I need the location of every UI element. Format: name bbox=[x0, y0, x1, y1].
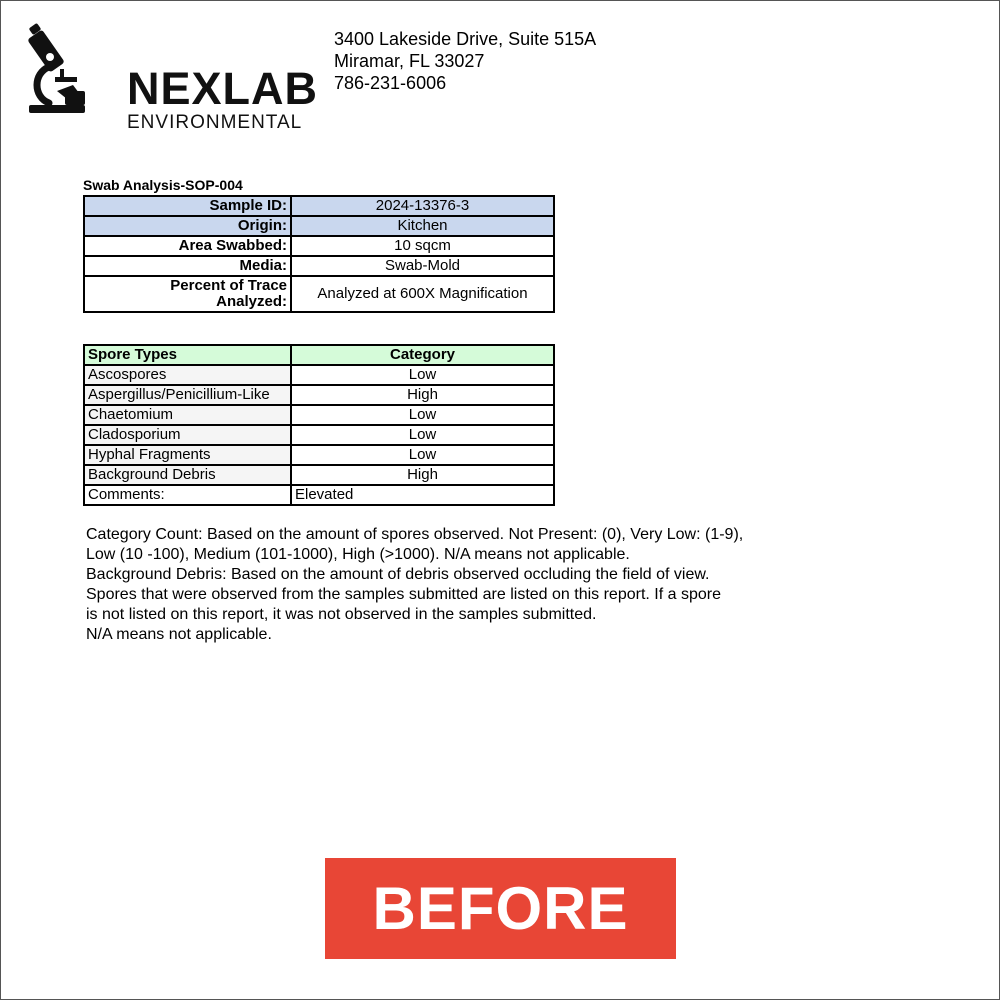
table-row bbox=[84, 425, 554, 445]
spore-name: Ascospores bbox=[84, 365, 291, 385]
address-city: Miramar, FL 33027 bbox=[334, 51, 485, 71]
comments-label: Comments: bbox=[84, 485, 291, 505]
spore-types-header: Spore Types bbox=[84, 345, 291, 365]
table-row bbox=[84, 405, 554, 425]
percent-trace-label-line2: Analyzed: bbox=[216, 293, 287, 310]
percent-trace-label bbox=[84, 276, 291, 312]
table-row bbox=[84, 385, 554, 405]
spore-category: Low bbox=[291, 425, 554, 445]
sample-info-table bbox=[83, 195, 555, 313]
origin-value: Kitchen bbox=[291, 216, 554, 236]
area-swabbed-label: Area Swabbed: bbox=[84, 236, 291, 256]
brand-name: NEXLAB bbox=[127, 63, 319, 114]
before-badge: BEFORE bbox=[325, 858, 676, 959]
report-notes bbox=[86, 525, 743, 645]
category-header: Category bbox=[291, 345, 554, 365]
brand-subtitle: ENVIRONMENTAL bbox=[127, 112, 303, 133]
spore-name: Chaetomium bbox=[84, 405, 291, 425]
table-row bbox=[84, 216, 554, 236]
origin-label: Origin: bbox=[84, 216, 291, 236]
note-line: is not listed on this report, it was not observed in the samples submitted. bbox=[86, 606, 597, 623]
note-line: Background Debris: Based on the amount of debris observed occluding the field of view. bbox=[86, 566, 710, 583]
spore-category: Low bbox=[291, 445, 554, 465]
table-row bbox=[84, 276, 554, 312]
percent-trace-label-line1: Percent of Trace bbox=[170, 277, 287, 294]
report-title: Swab Analysis-SOP-004 bbox=[83, 177, 243, 193]
media-label: Media: bbox=[84, 256, 291, 276]
lab-address bbox=[334, 28, 596, 94]
spore-category: Low bbox=[291, 405, 554, 425]
table-row bbox=[84, 445, 554, 465]
table-row bbox=[84, 465, 554, 485]
table-row bbox=[84, 196, 554, 216]
comments-value: Elevated bbox=[291, 485, 554, 505]
spore-category: High bbox=[291, 385, 554, 405]
note-line: Low (10 -100), Medium (101-1000), High (>1000). N/A means not applicable. bbox=[86, 546, 630, 563]
spore-name: Hyphal Fragments bbox=[84, 445, 291, 465]
address-street: 3400 Lakeside Drive, Suite 515A bbox=[334, 29, 597, 49]
table-header-row bbox=[84, 345, 554, 365]
spore-name: Cladosporium bbox=[84, 425, 291, 445]
spore-name: Aspergillus/Penicillium-Like bbox=[84, 385, 291, 405]
table-row bbox=[84, 256, 554, 276]
area-swabbed-value: 10 sqcm bbox=[291, 236, 554, 256]
comments-row bbox=[84, 485, 554, 505]
media-value: Swab-Mold bbox=[291, 256, 554, 276]
address-phone: 786-231-6006 bbox=[334, 73, 447, 93]
note-line: Spores that were observed from the samples submitted are listed on this report. If a spore bbox=[86, 586, 721, 603]
spore-category: High bbox=[291, 465, 554, 485]
percent-trace-value: Analyzed at 600X Magnification bbox=[291, 276, 554, 312]
nexlab-logo bbox=[27, 21, 319, 133]
microscope-icon bbox=[27, 21, 97, 117]
table-row bbox=[84, 236, 554, 256]
note-line: Category Count: Based on the amount of spores observed. Not Present: (0), Very Low: (1-9), bbox=[86, 526, 744, 543]
spore-category: Low bbox=[291, 365, 554, 385]
spore-name: Background Debris bbox=[84, 465, 291, 485]
table-row bbox=[84, 365, 554, 385]
spore-types-table bbox=[83, 344, 555, 506]
sample-id-value: 2024-13376-3 bbox=[291, 196, 554, 216]
sample-id-label: Sample ID: bbox=[84, 196, 291, 216]
note-line: N/A means not applicable. bbox=[86, 626, 272, 643]
